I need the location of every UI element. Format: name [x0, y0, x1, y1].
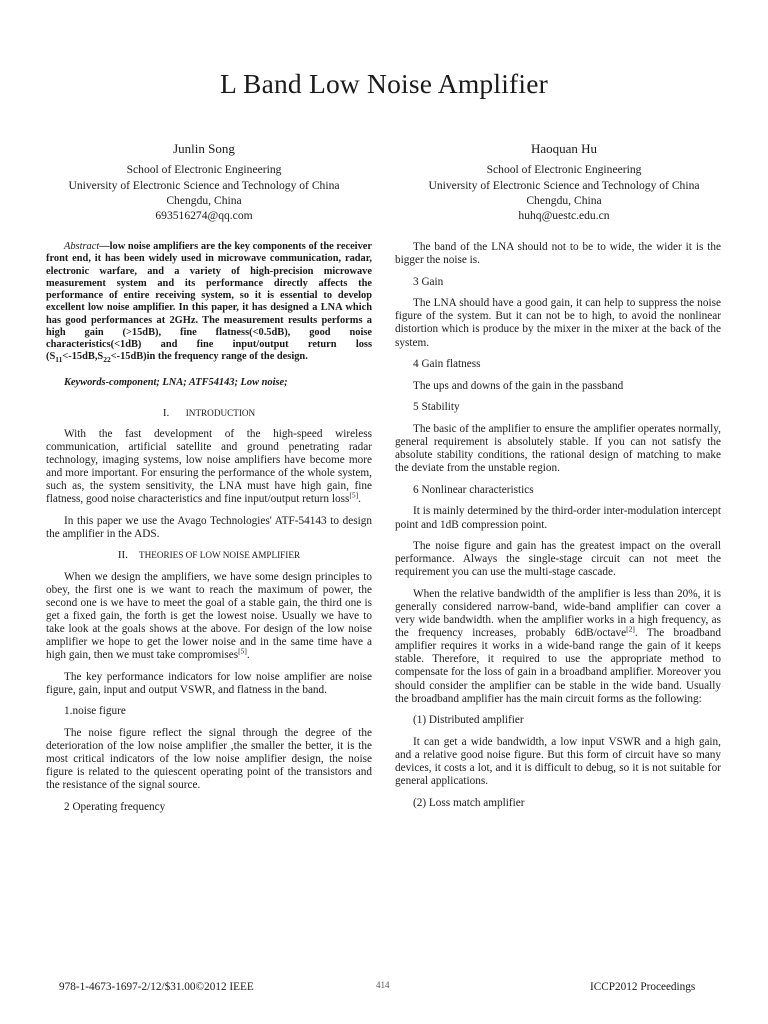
footer-copyright: 978-1-4673-1697-2/12/$31.00©2012 IEEE [59, 981, 254, 993]
paragraph: The LNA should have a good gain, it can help to suppress the noise figure of the system. But it can not be to high, to avoid the nonlinear distortion which is produce by the mixer in the mixer at the back of the system. [395, 297, 721, 349]
abstract-subscript: 22 [103, 355, 111, 365]
paragraph: It is mainly determined by the third-order inter-modulation intercept point and 1dB compression point. [395, 505, 721, 531]
author-name: Haoquan Hu [530, 141, 598, 156]
section-heading [46, 407, 372, 420]
author-block-1 [39, 141, 369, 223]
paragraph-text: When we design the amplifiers, we have some design principles to obey, the first one is we want to reach the maximum of power, the second one is we have to meet the goal of a stable gain, the third one is get a fixed gain, the forth is get the lowest noise. Usually we have to take look at the goals shows at the above. For design of the low noise amplifier we hope to get the lower noise and in the same time have a high gain, then we must take compromises [46, 570, 372, 662]
paragraph-text: . [358, 493, 361, 506]
section-title: INTRODUCTION [185, 407, 256, 418]
abstract-text: low noise amplifiers are the key components of the receiver front end, it has been widely used in microwave communication, radar, electronic warfare, and a variety of high-precision microwave measurement system and its performance directly affects the performance of entire receiving system, so it is essential to develop excellent low noise amplifier. In this paper, it has designed a LNA which has good performances at 2GHz. The measurement results performs a high gain (>15dB), fine flatness(<0.5dB), good noise characteristics(<1dB) and fine input/output return loss (S [46, 241, 372, 363]
section-title: THEORIES OF LOW NOISE AMPLIFIER [138, 550, 301, 561]
abstract-subscript: 11 [55, 355, 63, 365]
paragraph-text: With the fast development of the high-speed wireless communication, artificial satellite and ground penetrating radar technology, imaging systems, low noise amplifiers have become more and more important. For ensuring the performance of the whole system, such as, the system sensitivity, the LNA must have high gain, fine flatness, good noise characteristics and fine input/output return loss [46, 427, 372, 506]
abstract-label: Abstract [64, 241, 100, 252]
paragraph: The ups and downs of the gain in the passband [413, 379, 624, 392]
paragraph-text: When the relative bandwidth of the amplifier is less than 20%, it is generally considered narrow-band, wide-band amplifier can cover a very wide bandwidth. when the amplifier works in a high frequency, as the frequency increases, probably 6dB/octave [395, 587, 721, 640]
paragraph: It can get a wide bandwidth, a low input VSWR and a high gain, and a relative good noise figure. But this form of circuit have so many devices, it costs a lot, and it is difficult to debug, so it is not suitable for general applications. [395, 735, 721, 788]
subheading: 1.noise figure [64, 705, 126, 718]
subheading: 3 Gain [413, 275, 444, 288]
citation: [2] [626, 624, 635, 634]
page-number: 414 [376, 980, 390, 990]
author-department: School of Electronic Engineering [486, 163, 642, 177]
section-number: I. [162, 406, 170, 419]
abstract-dash: — [99, 241, 110, 252]
paragraph [46, 571, 372, 663]
paragraph-text: . [246, 649, 250, 662]
author-university: University of Electronic Science and Technology of China [428, 178, 700, 192]
paragraph: The basic of the amplifier to ensure the amplifier operates normally, general requirement is absolutely stable. If you can not satisfy the absolute stability conditions, the rational design of matching to make the deviate from the unstable region. [395, 422, 721, 475]
subheading: 2 Operating frequency [64, 800, 166, 813]
author-city: Chengdu, China [526, 193, 602, 207]
author-city: Chengdu, China [166, 193, 242, 207]
citation: [5] [238, 646, 247, 656]
section-number: II. [117, 549, 128, 562]
paper-title: L Band Low Noise Amplifier [219, 68, 549, 99]
right-column [395, 241, 721, 818]
author-email: 693516274@qq.com [155, 209, 253, 223]
paragraph [46, 428, 372, 507]
author-name: Junlin Song [173, 141, 235, 156]
subheading: (1) Distributed amplifier [413, 714, 524, 727]
paragraph: The noise figure reflect the signal through the degree of the deterioration of the low noise amplifier ,the smaller the better, it is the most critical indicators of the low noise amplifier design, the noise figure is related to the quiescent operating point of the transistors and the resistance of the signal source. [46, 726, 372, 792]
footer-proceedings: ICCP2012 Proceedings [590, 981, 696, 993]
author-department: School of Electronic Engineering [126, 163, 282, 177]
subheading: 4 Gain flatness [413, 358, 481, 371]
abstract-text: <-15dB,S [62, 351, 104, 363]
subheading: 6 Nonlinear characteristics [413, 483, 534, 496]
keywords: Keywords-component; LNA; ATF54143; Low noise; [64, 376, 288, 388]
paragraph: The noise figure and gain has the greatest impact on the overall performance. Always the single-stage circuit can not meet the requirement you can use the multi-stage cascade. [395, 540, 721, 579]
paragraph [395, 588, 721, 706]
author-block-2 [399, 141, 729, 223]
author-email: huhq@uestc.edu.cn [518, 209, 610, 223]
citation: [5] [349, 490, 359, 500]
author-university: University of Electronic Science and Technology of China [68, 178, 340, 192]
subheading: 5 Stability [413, 401, 460, 414]
subheading: (2) Loss match amplifier [413, 796, 525, 809]
section-heading [46, 549, 372, 562]
paragraph-text: . The broadband amplifier requires it works in a wide-band range the gain of it keeps stable. Therefore, it required to use the appropriate method to compensate for the loss of gain in a broadband amplifier. Moreover you should consider the amplifier can be stable in the wide band. Usually the broadband amplifier has the main circuit forms as the following: [395, 627, 721, 705]
left-column [46, 241, 372, 823]
paragraph: The key performance indicators for low noise amplifier are noise figure, gain, input and output VSWR, and flatness in the band. [46, 670, 372, 696]
paragraph: In this paper we use the Avago Technologies' ATF-54143 to design the amplifier in the ADS. [46, 514, 372, 540]
abstract-text: <-15dB)in the frequency range of the design. [110, 351, 308, 363]
abstract [46, 241, 372, 364]
paragraph: The band of the LNA should not to be to wide, the wider it is the bigger the noise is. [395, 241, 721, 267]
